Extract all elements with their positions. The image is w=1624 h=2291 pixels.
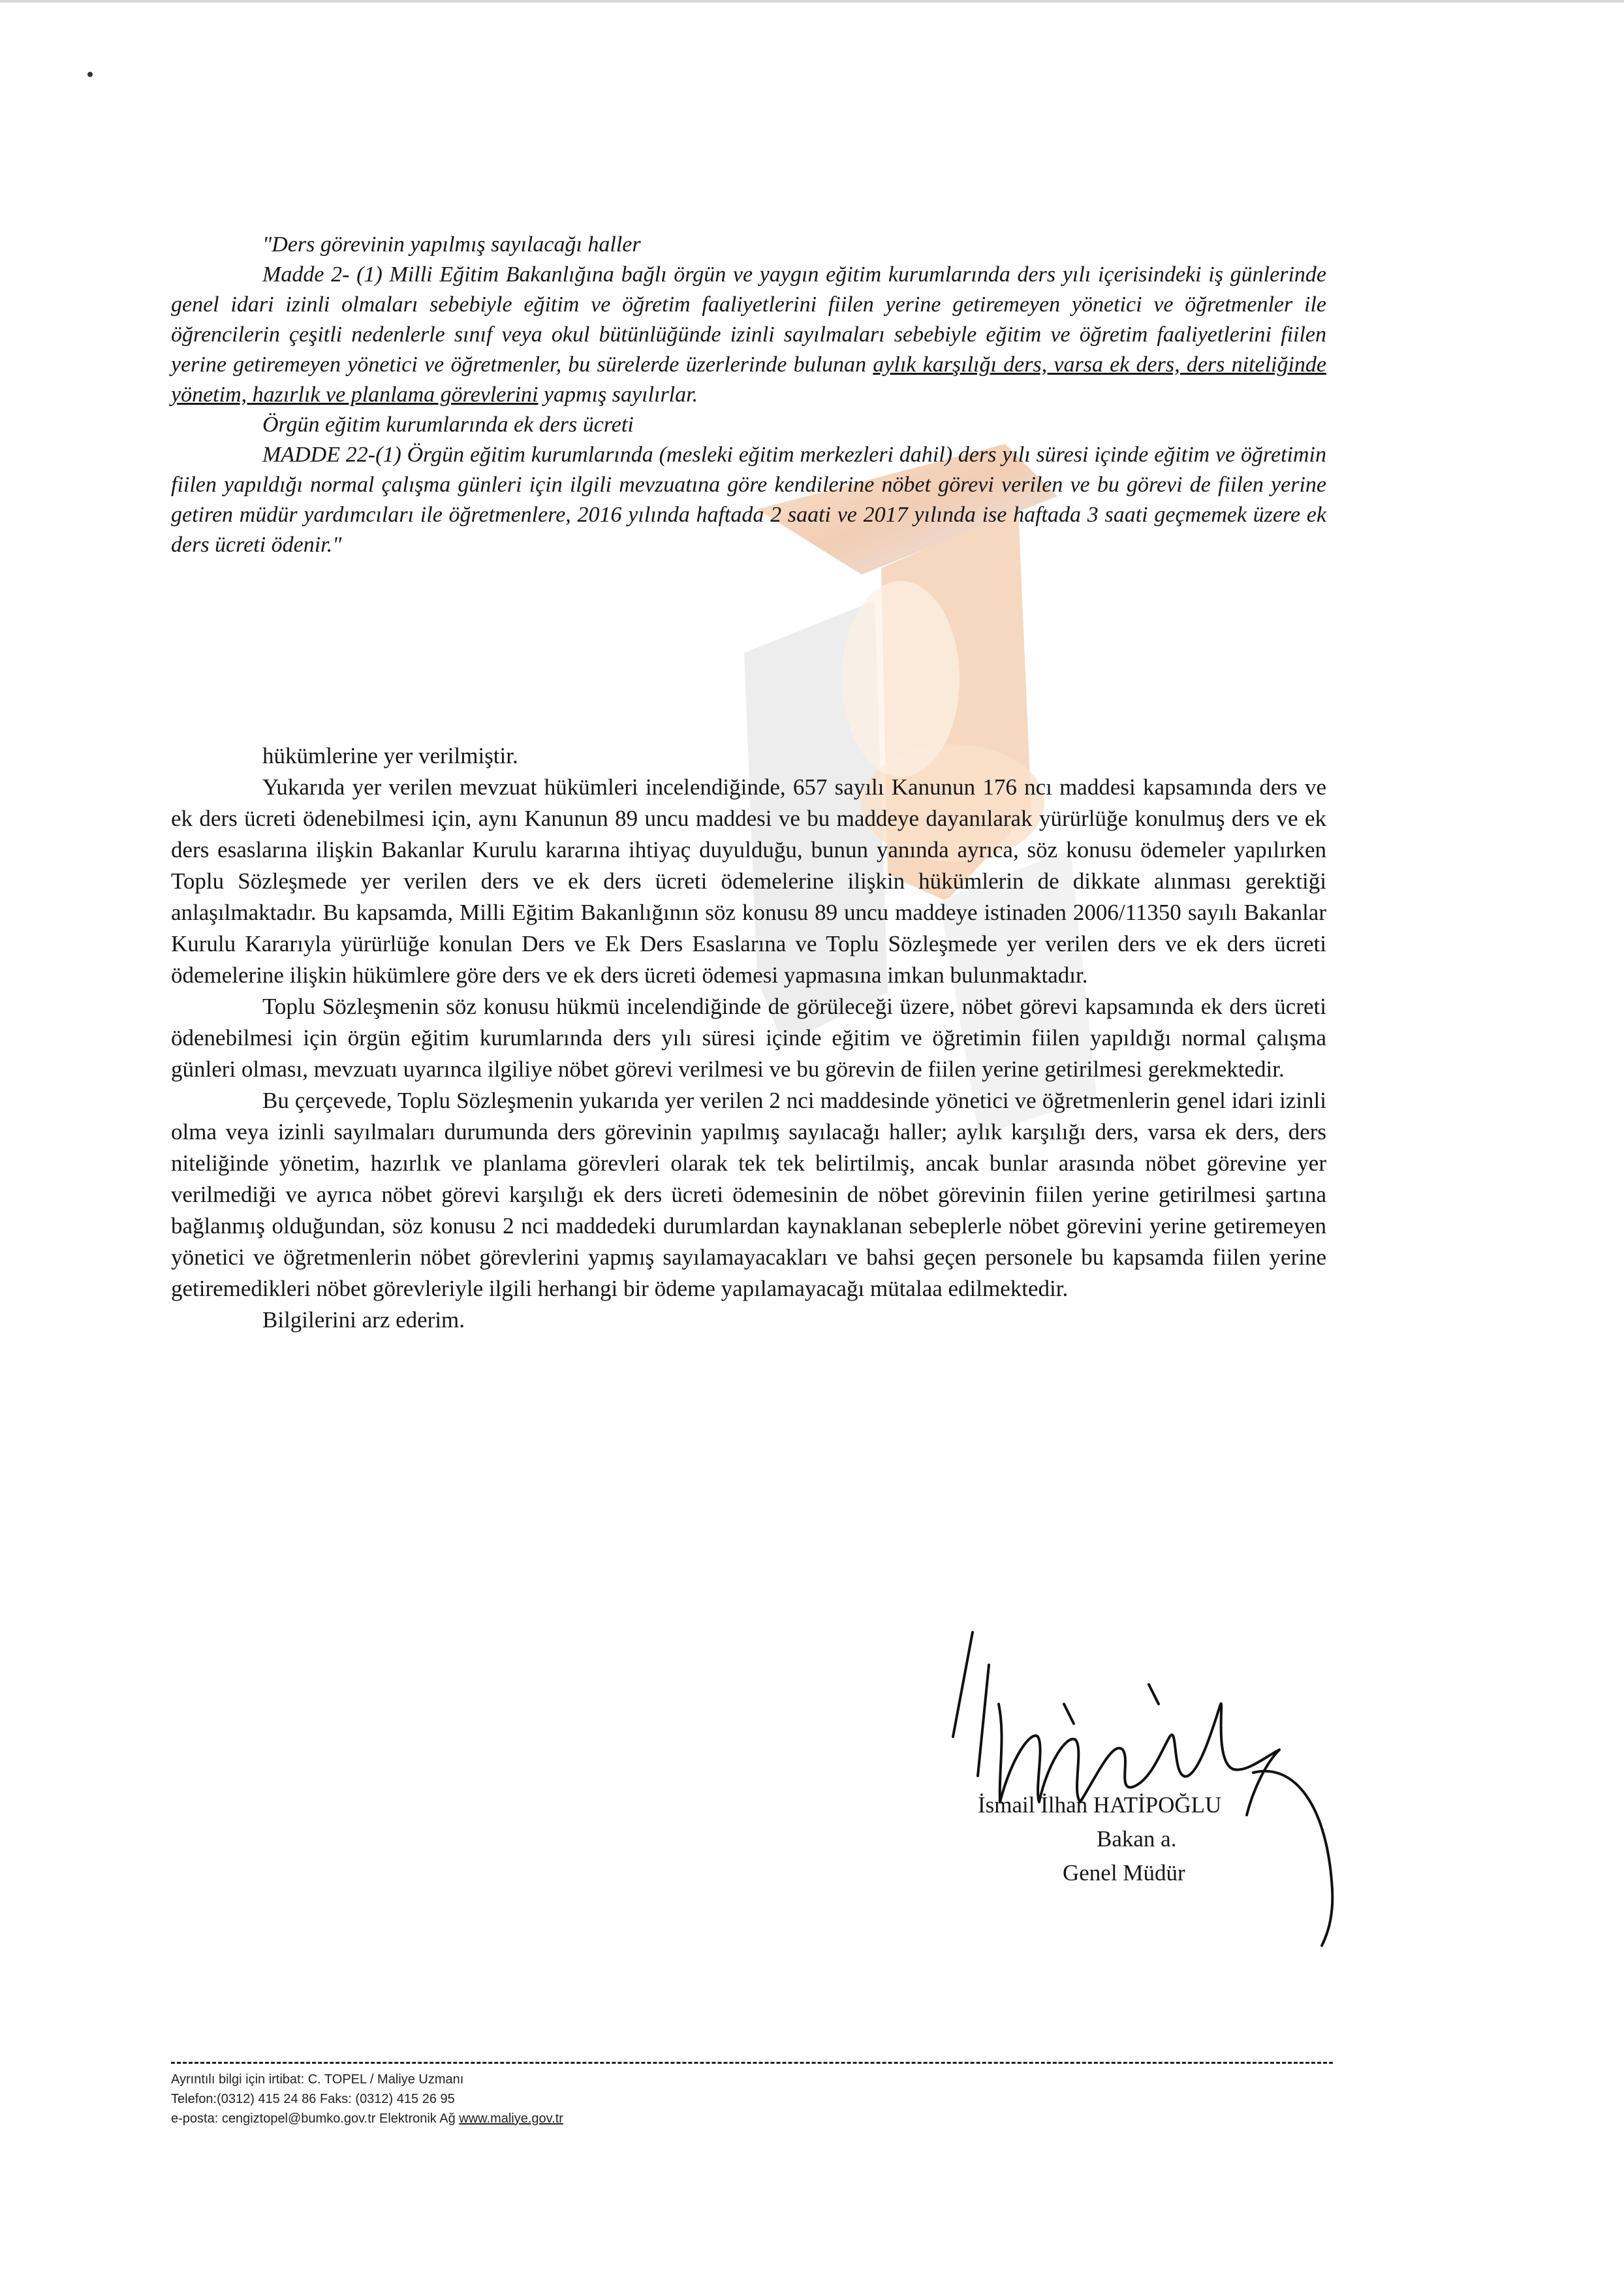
hukum-line: hükümlerine yer verilmiştir. (262, 743, 518, 768)
body-paragraph-1: Yukarıda yer verilen mevzuat hükümleri incelendiğinde, 657 sayılı Kanunun 176 ncı maddesi kapsamında ders ve ek ders ücreti ödenebilmesi için, aynı Kanunun 89 uncu maddesi ve bu maddeye dayanılarak yürürlüğe konulmuş ders ve ek ders esaslarına ilişkin Bakanlar Kurulu kararına ihtiyaç duyulduğu, bunun yanında ayrıca, söz konusu ödemeler yapılırken Toplu Sözleşmede yer verilen ders ve ek ders ücreti ödemelerine ilişkin hükümlerin de dikkate alınması gerektiği anlaşılmaktadır. Bu kapsamda, Milli Eğitim Bakanlığının söz konusu 89 uncu maddeye istinaden 2006/11350 sayılı Bakanlar Kurulu Kararıyla yürürlüğe konulan Ders ve Ek Ders Esaslarına ve Toplu Sözleşmede yer verilen ders ve ek ders ücreti ödemelerine ilişkin hükümlere göre ders ve ek ders ücreti ödemesi yapmasına imkan bulunmaktadır. (171, 774, 1326, 988)
footer-website-link[interactable]: www.maliye.gov.tr (459, 2111, 563, 2126)
footer-email: e-posta: cengiztopel@bumko.gov.tr Elektronik Ağ (171, 2111, 456, 2126)
quote-madde-2 (171, 260, 1326, 410)
signature (927, 1606, 1358, 1972)
quote-heading-ders-gorevi: "Ders görevinin yapılmış sayılacağı haller (262, 232, 641, 257)
quoted-regulation (171, 230, 1326, 560)
footer-email-web (171, 2109, 563, 2128)
footer-contact-person: Ayrıntılı bilgi için irtibat: C. TOPEL / Maliye Uzmanı (171, 2072, 464, 2087)
quote-madde-2-underlined: aylık karşılığı ders, varsa ek ders, ders niteliğinde yönetim, hazırlık ve planlama görevlerini (171, 353, 1326, 407)
footer-divider (171, 2062, 1333, 2064)
scan-top-edge (0, 0, 1624, 3)
body-paragraph-2: Toplu Sözleşmenin söz konusu hükmü incelendiğinde de görüleceği üzere, nöbet görevi kapsamında ek ders ücreti ödenebilmesi için örgün eğitim kurumlarında ders yılı süresi içinde eğitim ve öğretimin fiilen yapıldığı normal çalışma günleri olması, mevzuatı uyarınca ilgiliye nöbet görevi verilmesi ve bu görevin de fiilen yerine getirilmesi gerekmektedir. (171, 994, 1326, 1082)
footer-phone-fax: Telefon:(0312) 415 24 86 Faks: (0312) 415 26 95 (171, 2092, 455, 2106)
quote-madde-22: MADDE 22-(1) Örgün eğitim kurumlarında (mesleki eğitim merkezleri dahil) ders yılı süresi içinde eğitim ve öğretimin fiilen yapıldığı normal çalışma günleri için ilgili mevzuatına göre kendilerine nöbet görevi verilen ve bu görevi de fiilen yerine getiren müdür yardımcıları ile öğretmenlere, 2016 yılında haftada 2 saati ve 2017 yılında ise haftada 3 saati geçmemek üzere ek ders ücreti ödenir." (171, 443, 1326, 557)
body-paragraph-3: Bu çerçevede, Toplu Sözleşmenin yukarıda yer verilen 2 nci maddesinde yönetici ve öğretmenlerin genel idari izinli olma veya izinli sayılmaları durumunda ders görevinin yapılmış sayılacağı haller; aylık karşılığı ders, varsa ek ders, ders niteliğinde yönetim, hazırlık ve planlama görevleri olarak tek tek belirtilmiş, ancak bunlar arasında nöbet görevine yer verilmediği ve ayrıca nöbet görevi karşılığı ek ders ücreti ödemesinin de nöbet görevinin fiilen yerine getirilmesi şartına bağlanmış olduğundan, söz konusu 2 nci maddedeki durumlardan kaynaklanan sebeplerle nöbet görevini yerine getiremeyen yönetici ve öğretmenlerin nöbet görevlerini yapmış sayılamayacakları ve bahsi geçen personele bu kapsamda fiilen yerine getiremedikleri nöbet görevleriyle ilgili herhangi bir ödeme yapılamayacağı mütalaa edilmektedir. (171, 1088, 1326, 1301)
signer-name: İsmail İlhan HATİPOĞLU (978, 1792, 1222, 1818)
footer-contact (171, 2070, 563, 2128)
closing-line: Bilgilerini arz ederim. (262, 1307, 465, 1333)
signature-scribble (927, 1606, 1358, 1972)
letter-body (171, 740, 1326, 1336)
signer-title-genel-mudur: Genel Müdür (1063, 1860, 1185, 1886)
scan-mark (87, 72, 93, 77)
quote-madde-2-text: Madde 2- (1) Milli Eğitim Bakanlığına bağlı örgün ve yaygın eğitim kurumlarında ders yılı içerisindeki iş günlerinde genel idari izinli olmaları sebebiyle eğitim ve öğretim faaliyetlerini fiilen yerine getiremeyen yönetici ve öğretmenler ile öğrencilerin çeşitli nedenlerle sınıf veya okul bütünlüğünde izinli sayılmaları sebebiyle eğitim ve öğretim faaliyetlerini fiilen yerine getiremeyen yönetici ve öğretmenler, bu sürelerde üzerlerinde bulunan (171, 262, 1326, 377)
quote-madde-2-end: yapmış sayılırlar. (543, 383, 698, 407)
signer-title-bakan: Bakan a. (1097, 1826, 1177, 1852)
quote-heading-ek-ders: Örgün eğitim kurumlarında ek ders ücreti (262, 413, 634, 437)
